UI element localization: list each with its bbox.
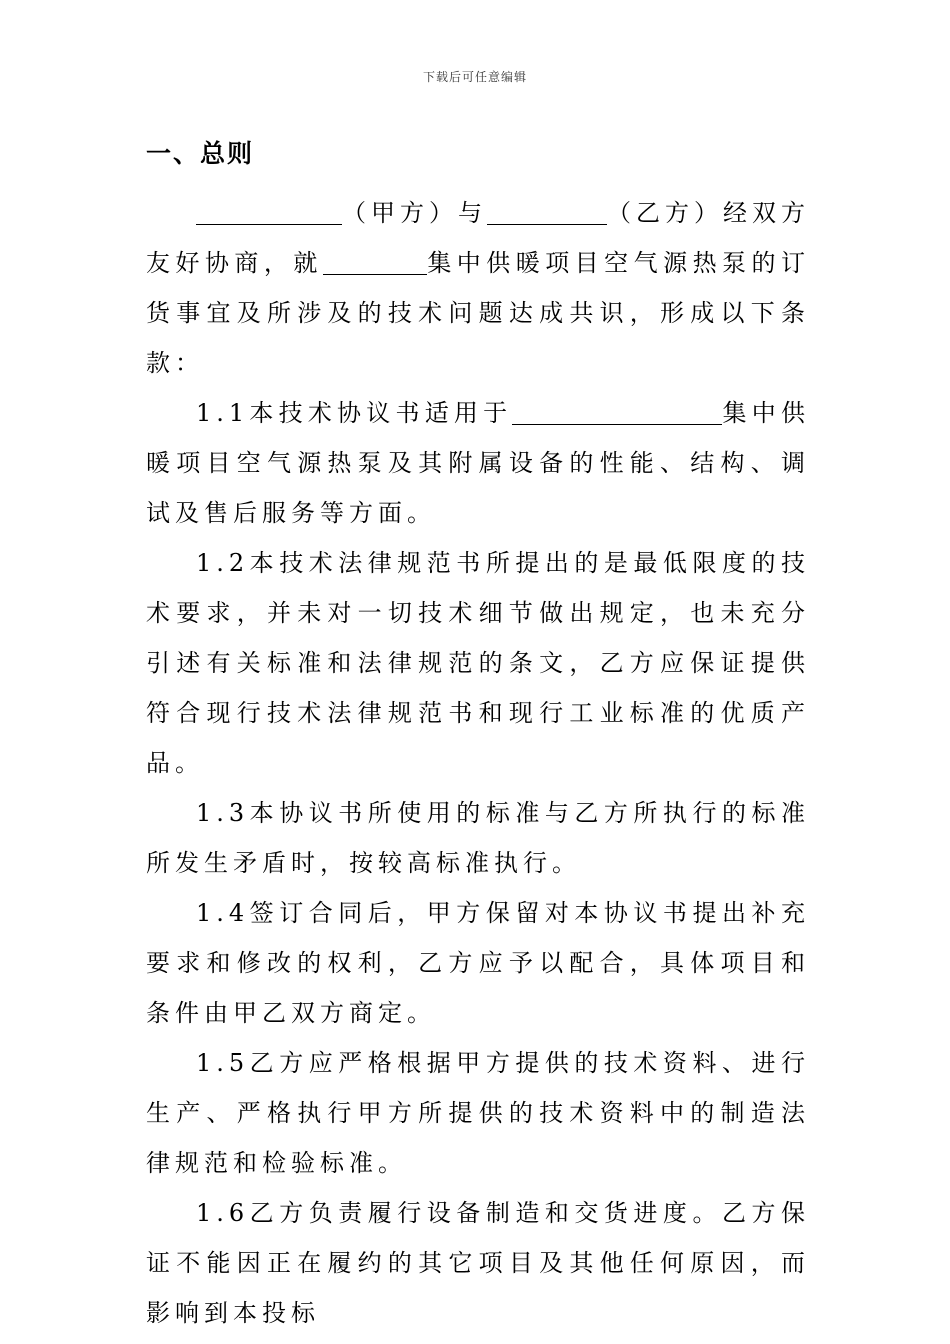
document-body xyxy=(146,188,810,1338)
blank-project-name xyxy=(323,250,427,275)
clause-1-1 xyxy=(146,388,810,538)
blank-project-scope xyxy=(512,400,722,425)
clause-1-1-suffix: 集中供暖项目空气源热泵及其附属设备的性能、结构、调试及售后服务等方面。 xyxy=(146,399,810,527)
clause-1-1-prefix: 1.1本技术协议书适用于 xyxy=(196,399,513,427)
intro-subject-text: 集中供暖项目空气源热泵的订货事宜及所涉及的技术问题达成共识，形成以下条款： xyxy=(146,249,811,377)
clause-1-2: 1.2本技术法律规范书所提出的是最低限度的技术要求，并未对一切技术细节做出规定，也未充分引述有关标准和法律规范的条文，乙方应保证提供符合现行技术法律规范书和现行工业标准的优质产品。 xyxy=(146,549,810,777)
clause-1-3: 1.3本协议书所使用的标准与乙方所执行的标准所发生矛盾时，按较高标准执行。 xyxy=(146,799,810,877)
intro-paragraph xyxy=(146,188,810,388)
header-note: 下载后可任意编辑 xyxy=(422,70,527,84)
blank-party-b xyxy=(487,200,607,225)
clause-1-5: 1.5乙方应严格根据甲方提供的技术资料、进行生产、严格执行甲方所提供的技术资料中的制造法律规范和检验标准。 xyxy=(146,1049,810,1177)
clause-1-6: 1.6乙方负责履行设备制造和交货进度。乙方保证不能因正在履约的其它项目及其他任何原因，而影响到本投标 xyxy=(146,1199,810,1327)
intro-party-b-text: （乙方）经双方友好协商，就 xyxy=(146,199,810,277)
section-title: 一、总则 xyxy=(146,139,255,168)
intro-party-a-text: （甲方）与 xyxy=(342,199,487,227)
clause-1-4: 1.4签订合同后，甲方保留对本协议书提出补充要求和修改的权利，乙方应予以配合，具体项目和条件由甲乙双方商定。 xyxy=(146,899,810,1027)
blank-party-a xyxy=(196,200,342,225)
